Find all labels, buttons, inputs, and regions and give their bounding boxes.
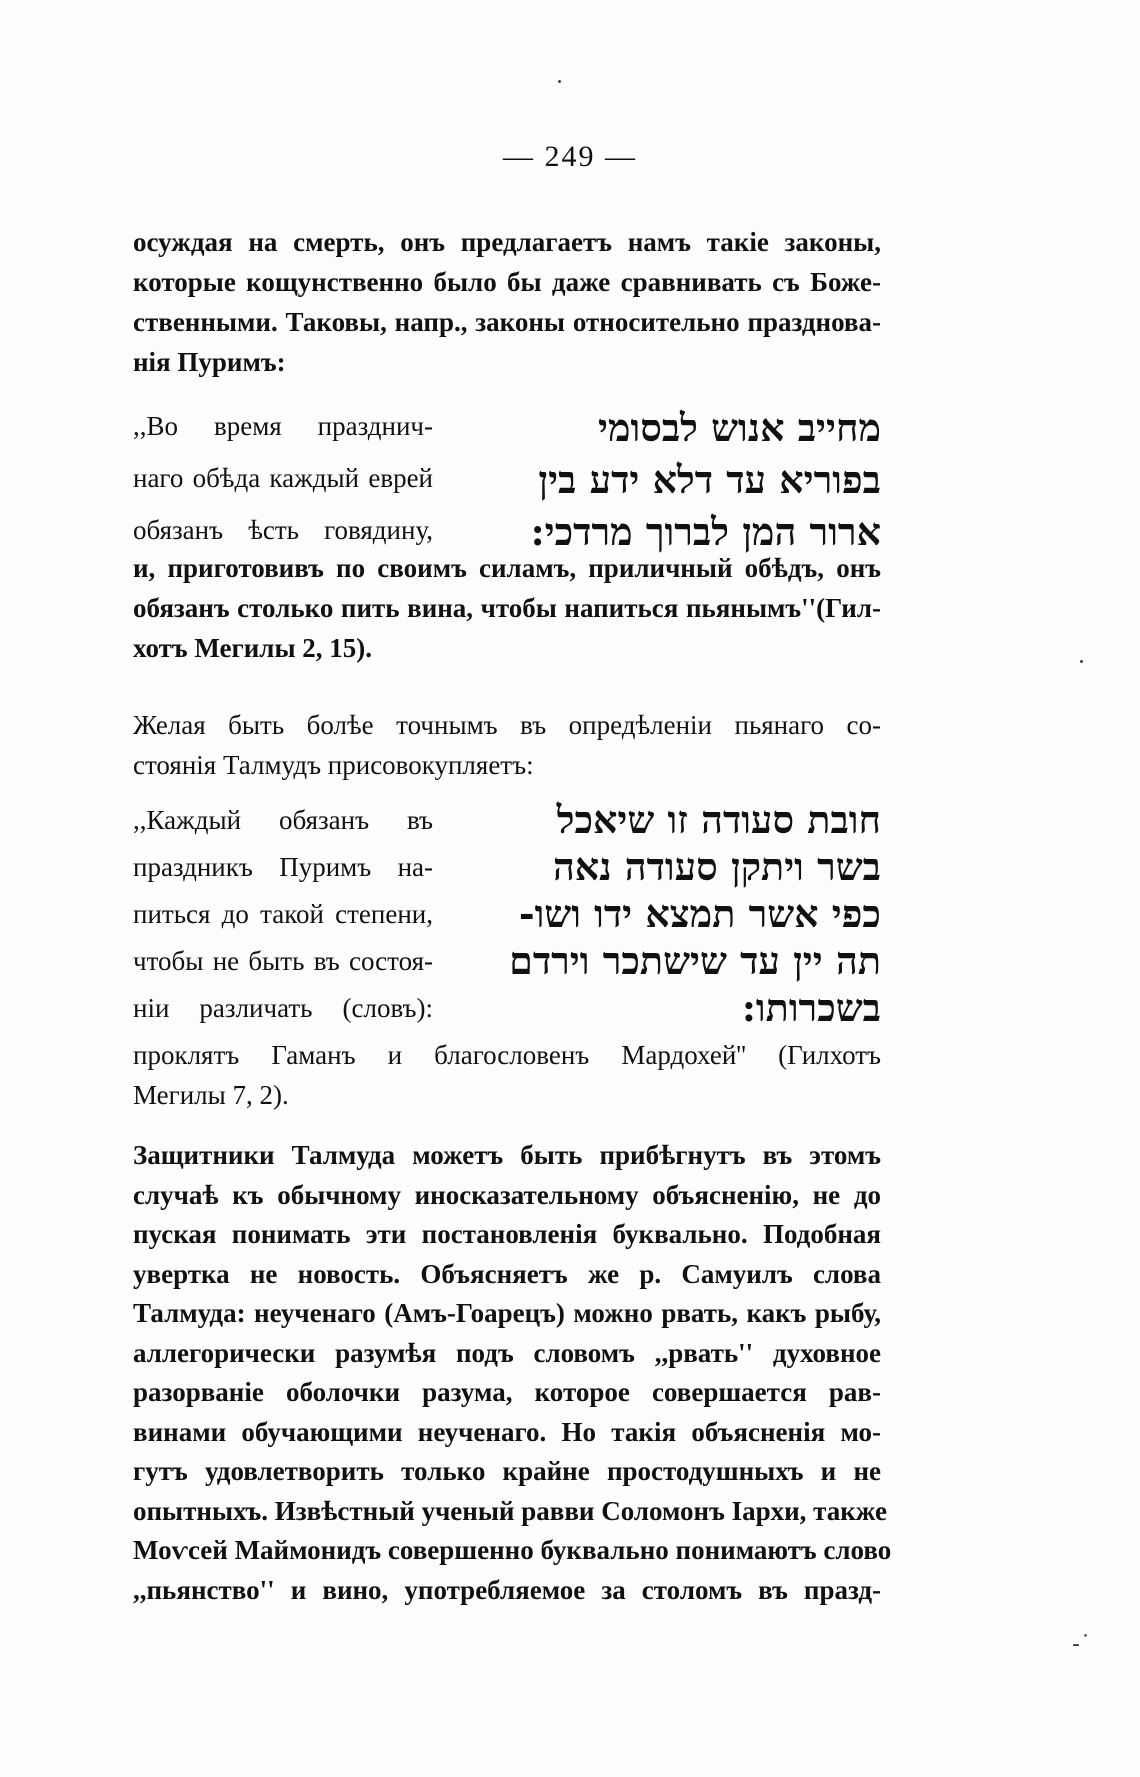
text-line: питься до такой степени, [133, 899, 433, 929]
text-line: нія Пуримъ: [133, 347, 286, 377]
text-line: чтобы не быть въ состоя- [133, 946, 433, 976]
quote-1 [133, 402, 881, 552]
hebrew-line: בשכרותו: [741, 985, 881, 1030]
text-line: ніи различать (словъ): [133, 993, 433, 1023]
quote-2-russian [133, 796, 433, 1028]
text-line: пуская понимать эти постановленія буквально. Подобная [133, 1219, 881, 1249]
paragraph-5 [133, 1136, 892, 1610]
text-line: и, приготовивъ по своимъ силамъ, приличный обѣдъ, онъ [133, 553, 881, 583]
text-line: стоянія Талмудъ присовокупляетъ: [133, 750, 534, 780]
text-line: ,,Каждый обязанъ въ [133, 805, 433, 835]
hebrew-line: מחייב אנוש לבסומי [597, 405, 881, 450]
text-line: ,,Во время празднич- [133, 411, 433, 441]
hebrew-line: בשר ויתקן סעודה נאה [552, 844, 881, 889]
text-line: проклятъ Гаманъ и благословенъ Мардохей'' (Гилхотъ [133, 1040, 881, 1070]
hebrew-line: כפי אשר תמצא ידו ושו- [518, 891, 881, 936]
text-line: Защитники Талмуда можетъ быть прибѣгнутъ въ этомъ [133, 1140, 881, 1170]
text-line: Желая быть болѣе точнымъ въ опредѣленіи пьянаго со- [133, 710, 881, 740]
text-line: Моѵсей Маймонидъ совершенно буквально понимаютъ слово [133, 1535, 892, 1565]
hebrew-line: בפוריא עד דלא ידע בין [538, 457, 881, 502]
text-line: опытныхъ. Извѣстный ученый равви Соломонъ Іархи, также [133, 1495, 888, 1526]
text-line: увертка не новость. Объясняетъ же р. Самуилъ слова [133, 1258, 881, 1289]
paragraph-2 [133, 548, 881, 668]
hebrew-line: חובת סעודה זו שיאכל [556, 797, 881, 842]
text-line: осуждая на смерть, онъ предлагаетъ намъ такіе законы, [133, 227, 881, 257]
text-line: которые кощунственно было бы даже сравнивать съ Боже- [133, 267, 881, 297]
text-line: обязанъ столько пить вина, чтобы напиться пьянымъ''(Гил- [133, 593, 881, 623]
text-line: хотъ Мегилы 2, 15). [133, 633, 373, 663]
quote-2-hebrew [451, 796, 881, 1031]
text-line: наго обѣда каждый еврей [133, 463, 433, 493]
quote-2 [133, 796, 881, 1030]
text-line: Талмуда: неученаго (Амъ-Гоарецъ) можно рвать, какъ рыбу, [133, 1298, 881, 1328]
paragraph-4 [133, 1035, 881, 1115]
text-line: праздникъ Пуримъ на- [133, 852, 433, 882]
text-line: гутъ удовлетворить только крайне простодушныхъ и не [133, 1456, 881, 1486]
text-line: разорваніе оболочки разума, которое совершается рав- [133, 1377, 881, 1407]
hebrew-line: ארור המן לברוך מרדכי: [530, 509, 881, 554]
hebrew-line: תה יין עד שישתכר וירדם [509, 938, 881, 983]
text-line: случаѣ къ обычному иносказательному объясненію, не до [133, 1179, 881, 1210]
text-line: ственными. Таковы, напр., законы относительно празднова- [133, 307, 881, 337]
quote-1-hebrew [451, 402, 881, 558]
text-line: обязанъ ѣсть говядину, [133, 515, 433, 545]
text-line: винами обучающими неученаго. Но такія объясненія мо- [133, 1416, 881, 1447]
text-line: ,,пьянство'' и вино, употребляемое за столомъ въ празд- [133, 1574, 881, 1605]
text-line: аллегорически разумѣя подъ словомъ ,,рвать'' духовное [133, 1337, 881, 1368]
paragraph-3 [133, 705, 881, 785]
text-line: Мегилы 7, 2). [133, 1080, 289, 1110]
paragraph-1 [133, 222, 881, 382]
scan-speck [558, 80, 561, 83]
scan-speck [1080, 660, 1083, 663]
quote-1-russian [133, 402, 433, 550]
page-number: — 249 — [503, 140, 637, 173]
margin-mark: -˙ [1072, 1632, 1091, 1657]
